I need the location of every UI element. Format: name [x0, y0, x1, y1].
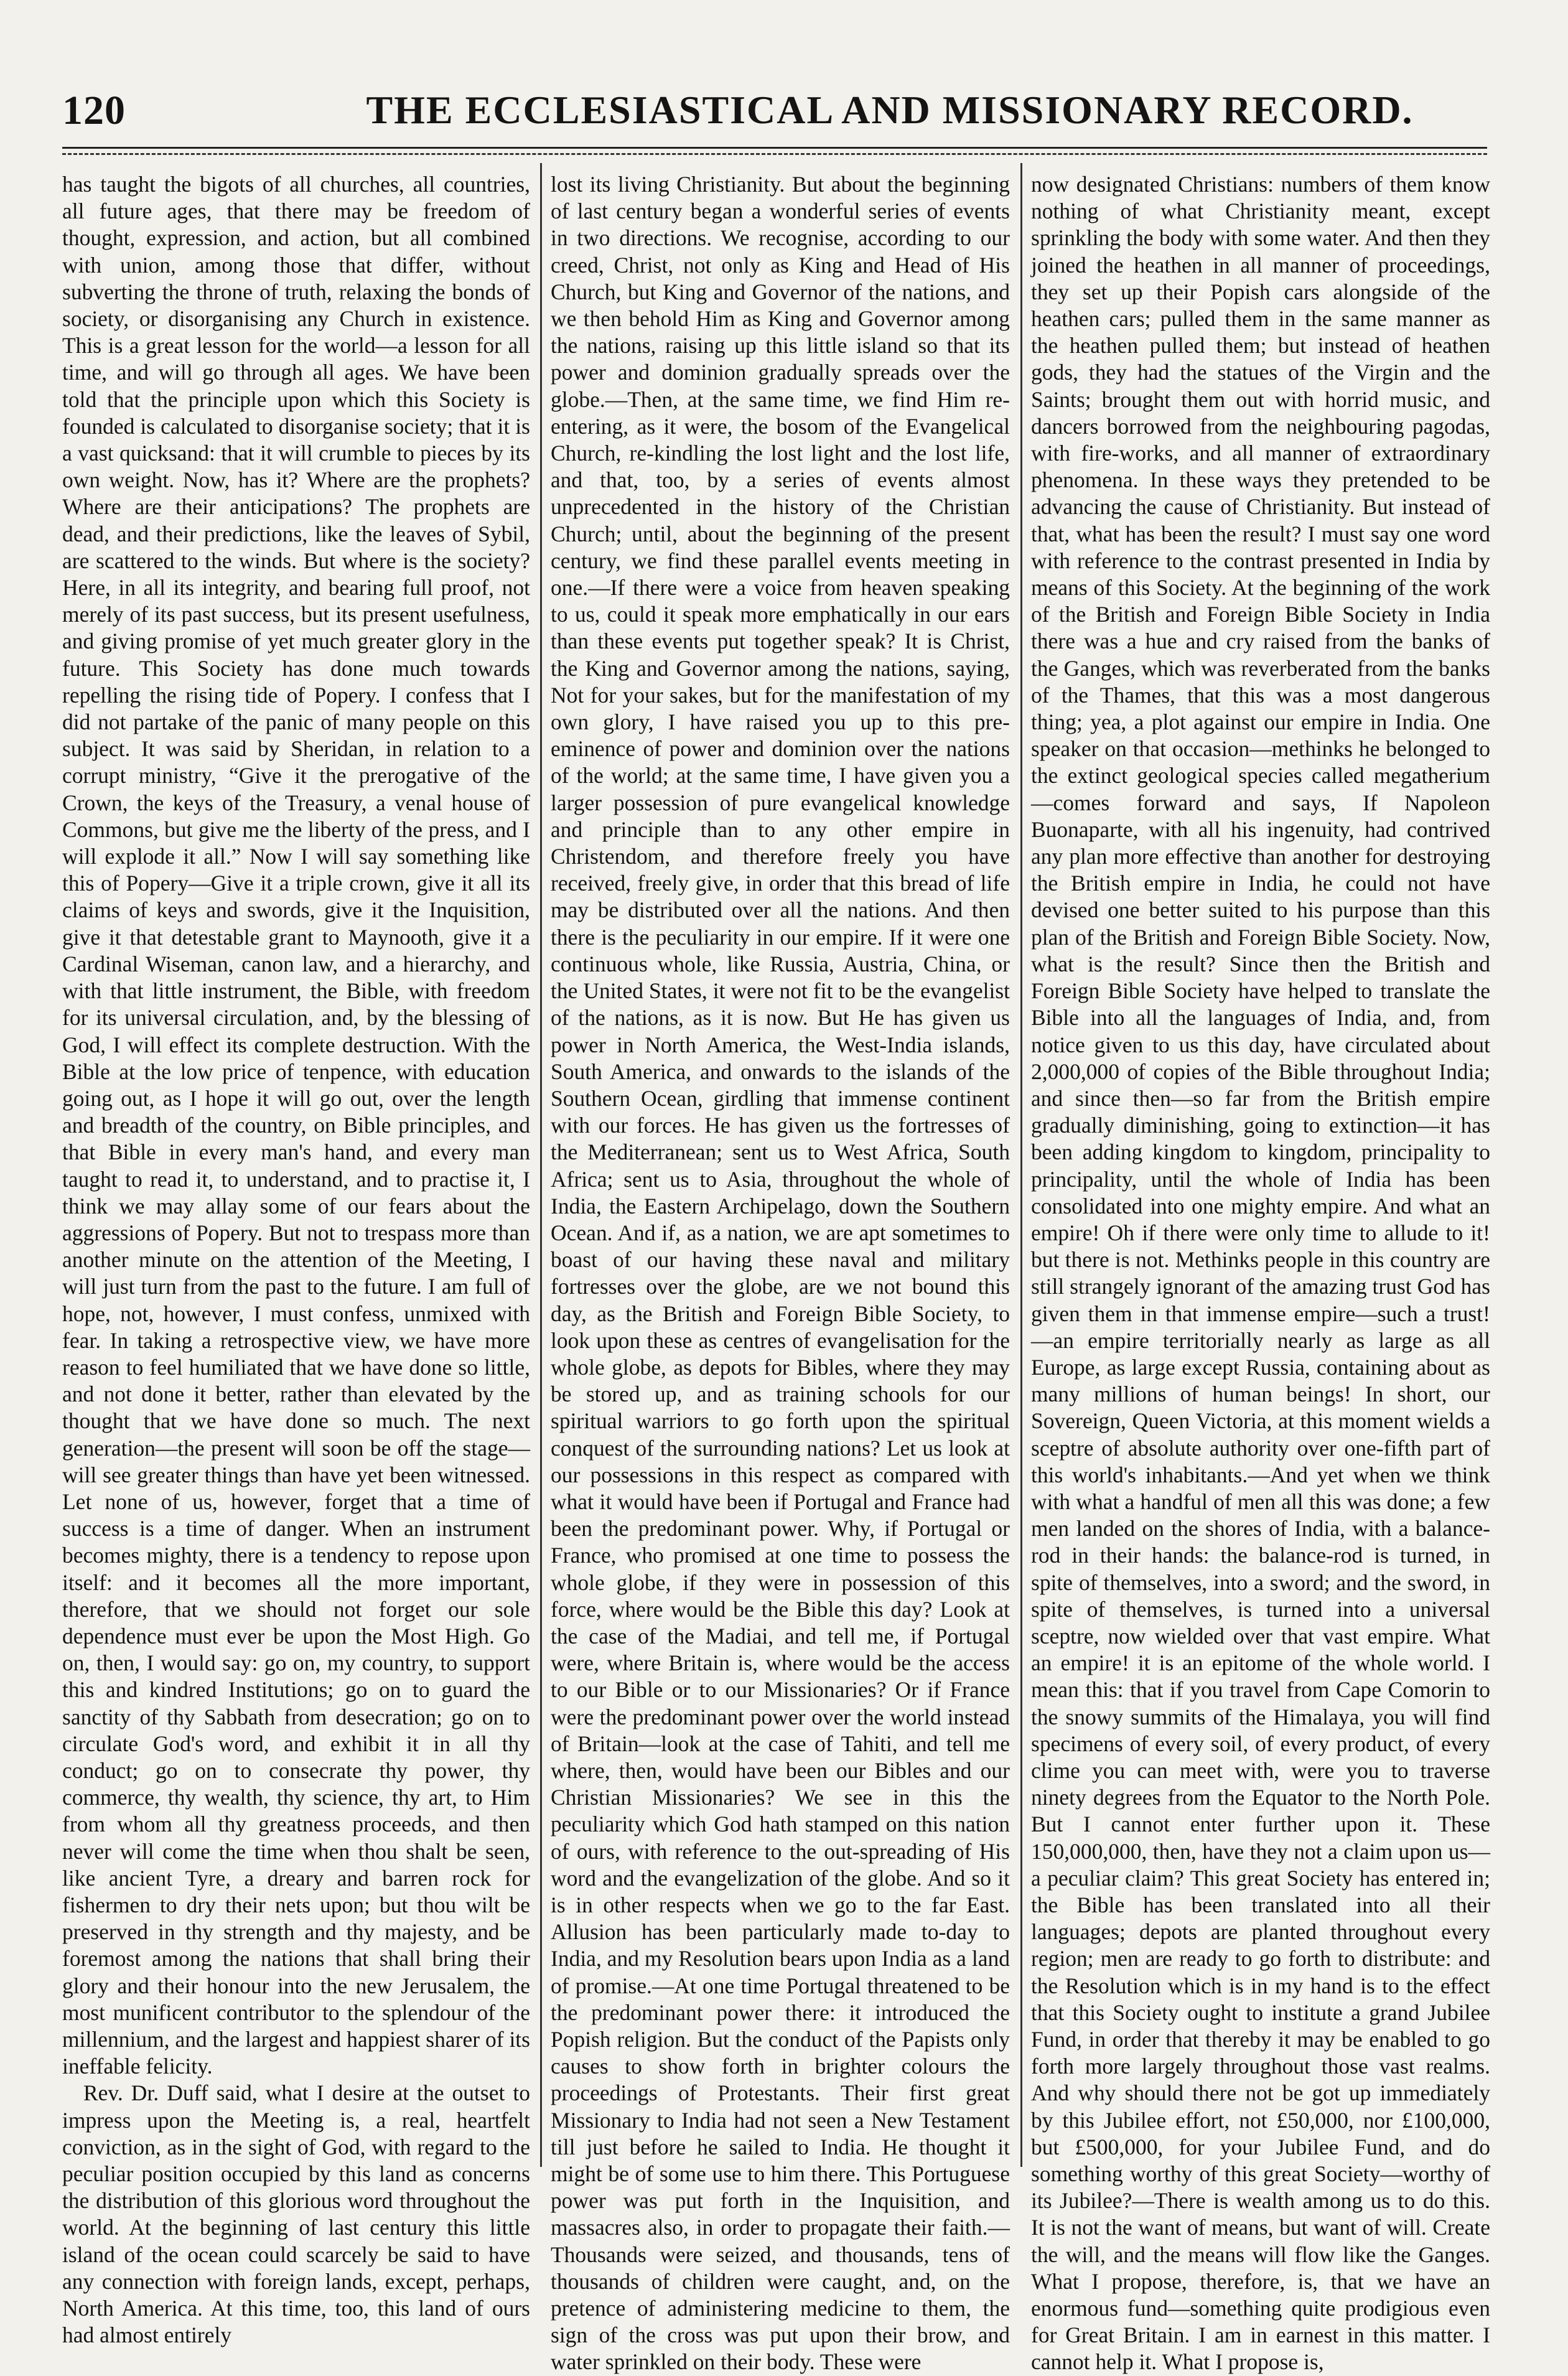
column-divider	[1020, 163, 1022, 2167]
column-1-paragraph-2: Rev. Dr. Duff said, what I desire at the outset to impress upon the Meeting is, a real, heartfelt conviction, as in the sight of God, with regard to the peculiar position occupied by this land as concerns the distribution of this glorious word throughout the world. At the beginning of last century this little island of the ocean could scarcely be said to have any connection with foreign lands, except, perhaps, North America. At this time, too, this land of ours had almost entirely	[62, 2080, 530, 2348]
running-title: THE ECCLESIASTICAL AND MISSIONARY RECORD.	[366, 88, 1414, 132]
column-1	[62, 171, 530, 2348]
column-2-paragraph-1: lost its living Christianity. But about the beginning of last century began a wonderful series of events in two directions. We recognise, according to our creed, Christ, not only as King and Head of His Church, but King and Governor of the nations, and we then behold Him as King and Governor among the nations, raising up this little island so that its power and dominion gradually spreads over the globe.—Then, at the same time, we find Him re-entering, as it were, the bosom of the Evangelical Church, re-kindling the lost light and the lost life, and that, too, by a series of events almost unprecedented in the history of the Christian Church; until, about the beginning of the present century, we find these parallel events meeting in one.—If there were a voice from heaven speaking to us, could it speak more emphatically in our ears than these events put together speak? It is Christ, the King and Governor among the nations, saying, Not for your sakes, but for the manifestation of my own glory, I have raised you up to this pre-eminence of power and dominion over the nations of the world; at the same time, I have given you a larger possession of pure evangelical knowledge and principle than to any other empire in Christendom, and therefore freely you have received, freely give, in order that this bread of life may be distributed over all the nations. And then there is the peculiarity in our empire. If it were one continuous whole, like Russia, Austria, China, or the United States, it were not fit to be the evangelist of the nations, as it is now. But He has given us power in North America, the West-India islands, South America, and onwards to the islands of the Southern Ocean, girdling that immense continent with our forces. He has given us the fortresses of the Mediterranean; sent us to West Africa, South Africa; sent us to Asia, throughout the whole of India, the Eastern Archipelago, down the Southern Ocean. And if, as a nation, we are apt sometimes to boast of our having these naval and military fortresses over the globe, are we not bound this day, as the British and Foreign Bible Society, to look upon these as centres of evangelisation for the whole globe, as depots for Bibles, where they may be stored up, and as training schools for our spiritual warriors to go forth upon the spiritual conquest of the surrounding nations? Let us look at our possessions in this respect as compared with what it would have been if Portugal and France had been the predominant power. Why, if Portugal or France, who promised at one time to possess the whole globe, if they were in possession of this force, where would be the Bible this day? Look at the case of the Madiai, and tell me, if Portugal were, where Britain is, where would be the access to our Bible or to our Missionaries? Or if France were the predominant power over the world instead of Britain—look at the case of Tahiti, and tell me where, then, would have been our Bibles and our Christian Missionaries? We see in this the peculiarity which God hath stamped on this nation of ours, with reference to the out-spreading of His word and the evangelization of the globe. And so it is in other respects when we go to the far East. Allusion has been particularly made to-day to India, and my Resolution bears upon India as a land of promise.—At one time Portugal threatened to be the predominant power there: it introduced the Popish religion. But the conduct of the Papists only causes to show forth in brighter colours the proceedings of Protestants. Their first great Missionary to India had not seen a New Testament till just before he sailed to India. He thought it might be of some use to him there. This Portuguese power was put forth in the Inquisition, and massacres also, in order to propagate their faith.—Thousands were seized, and thousands, tens of thousands of children were caught, and, on the pretence of administering medicine to them, the sign of the cross was put upon their brow, and water sprinkled on their body. These were	[551, 172, 1010, 2375]
header-rule-dashed	[62, 153, 1487, 155]
column-2	[551, 171, 1010, 2375]
header-rule	[62, 147, 1487, 149]
column-divider	[540, 163, 542, 2167]
column-3	[1031, 171, 1490, 2375]
page-number: 120	[62, 88, 126, 133]
page-header	[62, 87, 1487, 149]
column-3-paragraph-1: now designated Christians: numbers of them know nothing of what Christianity meant, except sprinkling the body with some water. And then they joined the heathen in all manner of proceedings, they set up their Popish cars alongside of the heathen cars; pulled them in the same manner as the heathen pulled them; but instead of heathen gods, they had the statues of the Virgin and the Saints; brought them out with horrid music, and dancers borrowed from the neighbouring pagodas, with fire-works, and all manner of extraordinary phenomena. In these ways they pretended to be advancing the cause of Christianity. But instead of that, what has been the result? I must say one word with reference to the contrast presented in India by means of this Society. At the beginning of the work of the British and Foreign Bible Society in India there was a hue and cry raised from the banks of the Ganges, which was reverberated from the banks of the Thames, that this was a most dangerous thing; yea, a plot against our empire in India. One speaker on that occasion—methinks he belonged to the extinct geological species called megatherium—comes forward and says, If Napoleon Buonaparte, with all his ingenuity, had contrived any plan more effective than another for destroying the British empire in India, he could not have devised one better suited to his purpose than this plan of the British and Foreign Bible Society. Now, what is the result? Since then the British and Foreign Bible Society have helped to translate the Bible into all the languages of India, and, from notice given to us this day, have circulated about 2,000,000 of copies of the Bible throughout India; and since then—so far from the British empire gradually diminishing, going to extinction—it has been adding kingdom to kingdom, principality to principality, until the whole of India has been consolidated into one mighty empire. And what an empire! Oh if there were only time to allude to it! but there is not. Methinks people in this country are still strangely ignorant of the amazing trust God has given them in that immense empire—such a trust!—an empire territorially nearly as large as all Europe, as large except Russia, containing about as many millions of human beings! In short, our Sovereign, Queen Victoria, at this moment wields a sceptre of absolute authority over one-fifth part of this world's inhabitants.—And yet when we think with what a handful of men all this was done; a few men landed on the shores of India, with a balance-rod in their hands: the balance-rod is turned, in spite of themselves, into a sword; and the sword, in spite of themselves, is turned into a universal sceptre, now wielded over that vast empire. What an empire! it is an epitome of the whole world. I mean this: that if you travel from Cape Comorin to the snowy summits of the Himalaya, you will find specimens of every soil, of every product, of every clime you can meet with, were you to traverse ninety degrees from the Equator to the North Pole. But I cannot enter further upon it. These 150,000,000, then, have they not a claim upon us—a peculiar claim? This great Society has entered in; the Bible has been translated into all their languages; depots are planted throughout every region; men are ready to go forth to distribute: and the Resolution which is in my hand is to the effect that this Society ought to institute a grand Jubilee Fund, in order that thereby it may be enabled to go forth more largely throughout those vast realms. And why should there not be got up immediately by this Jubilee effort, not £50,000, nor £100,000, but £500,000, for your Jubilee Fund, and do something worthy of this great Society—worthy of its Jubilee?—There is wealth among us to do this. It is not the want of means, but want of will. Create the will, and the means will flow like the Ganges. What I propose, therefore, is, that we have an enormous fund—something quite prodigious even for Great Britain. I am in earnest in this matter. I cannot help it. What I propose is,	[1031, 172, 1490, 2375]
column-1-paragraph-1: has taught the bigots of all churches, all countries, all future ages, that there may be freedom of thought, expression, and action, but all combined with union, among those that differ, without subverting the throne of truth, relaxing the bonds of society, or disorganising any Church in existence. This is a great lesson for the world—a lesson for all time, and will go through all ages. We have been told that the principle upon which this Society is founded is calculated to disorganise society; that it is a vast quicksand: that it will crumble to pieces by its own weight. Now, has it? Where are the prophets? Where are their anticipations? The prophets are dead, and their predictions, like the leaves of Sybil, are scattered to the winds. But where is the society? Here, in all its integrity, and bearing full proof, not merely of its past success, but its present usefulness, and giving promise of yet much greater glory in the future. This Society has done much towards repelling the rising tide of Popery. I confess that I did not partake of the panic of many people on this subject. It was said by Sheridan, in relation to a corrupt ministry, “Give it the prerogative of the Crown, the keys of the Treasury, a venal house of Commons, but give me the liberty of the press, and I will explode it all.” Now I will say something like this of Popery—Give it a triple crown, give it all its claims of keys and swords, give it the Inquisition, give it that detestable grant to Maynooth, give it a Cardinal Wiseman, canon law, and a hierarchy, and with that little instrument, the Bible, with freedom for its universal circulation, and, by the blessing of God, I will effect its complete destruction. With the Bible at the low price of tenpence, with education going out, as I hope it will go out, over the length and breadth of the country, on Bible principles, and that Bible in every man's hand, and every man taught to read it, to understand, and to practise it, I think we may allay some of our fears about the aggressions of Popery. But not to trespass more than another minute on the attention of the Meeting, I will just turn from the past to the future. I am full of hope, not, however, I must confess, unmixed with fear. In taking a retrospective view, we have more reason to feel humiliated that we have done so little, and not done it better, rather than elevated by the thought that we have done so much. The next generation—the present will soon be off the stage—will see greater things than have yet been witnessed. Let none of us, however, forget that a time of success is a time of danger. When an instrument becomes mighty, there is a tendency to repose upon itself: and it becomes all the more important, therefore, that we should not forget our sole dependence must ever be upon the Most High. Go on, then, I would say: go on, my country, to support this and kindred Institutions; go on to guard the sanctity of thy Sabbath from desecration; go on to circulate God's word, and exhibit it in all thy conduct; go on to consecrate thy power, thy commerce, thy wealth, thy science, thy art, to Him from whom all thy greatness proceeds, and then never will come the time when thou shalt be seen, like ancient Tyre, a dreary and barren rock for fishermen to dry their nets upon; but thou wilt be preserved in thy strength and thy majesty, and be foremost among the nations that shall bring their glory and their honour into the new Jerusalem, the most munificent contributor to the splendour of the millennium, and the largest and happiest sharer of its ineffable felicity.	[62, 172, 530, 2079]
